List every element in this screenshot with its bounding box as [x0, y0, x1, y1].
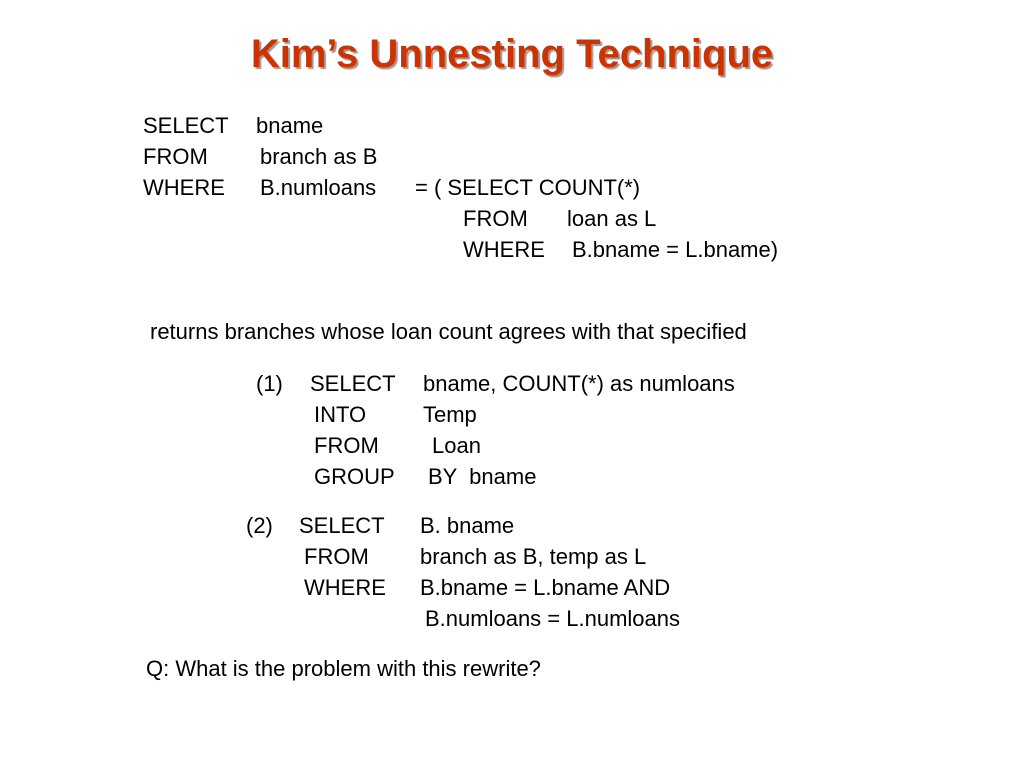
step-2-where-value-continued: B.numloans = L.numloans — [425, 606, 680, 631]
subquery-from-value: loan as L — [567, 206, 657, 231]
subquery-where-keyword: WHERE — [463, 237, 545, 262]
step-2-number: (2) — [246, 513, 273, 538]
step-1-select-value: bname, COUNT(*) as numloans — [423, 371, 735, 396]
subquery-from-keyword: FROM — [463, 206, 528, 231]
query-where-subquery-start: = ( SELECT COUNT(*) — [415, 175, 641, 200]
query-from-value: branch as B — [260, 144, 378, 169]
subquery-where-value: B.bname = L.bname) — [572, 237, 779, 262]
query-from-keyword: FROM — [143, 144, 208, 169]
step-1-group-value: BY bname — [428, 464, 537, 489]
step-2-from-keyword: FROM — [304, 544, 369, 569]
step-2-where-value: B.bname = L.bname AND — [420, 575, 671, 600]
step-1-from-value: Loan — [432, 433, 481, 458]
step-2-from-value: branch as B, temp as L — [420, 544, 647, 569]
step-2-where-keyword: WHERE — [304, 575, 386, 600]
query-select-keyword: SELECT — [143, 113, 229, 138]
query-where-keyword: WHERE — [143, 175, 225, 200]
slide-title: Kim’s Unnesting Technique — [250, 32, 774, 76]
query-where-value: B.numloans — [260, 175, 377, 200]
query-description: returns branches whose loan count agrees with that specified — [150, 319, 747, 344]
step-2-select-value: B. bname — [420, 513, 515, 538]
query-select-value: bname — [256, 113, 324, 138]
question-text: Q: What is the problem with this rewrite? — [146, 656, 541, 681]
step-2-select-keyword: SELECT — [299, 513, 385, 538]
step-1-from-keyword: FROM — [314, 433, 379, 458]
step-1-into-value: Temp — [423, 402, 477, 427]
step-1-group-keyword: GROUP — [314, 464, 395, 489]
step-1-number: (1) — [256, 371, 283, 396]
step-1-into-keyword: INTO — [314, 402, 367, 427]
step-1-select-keyword: SELECT — [310, 371, 396, 396]
